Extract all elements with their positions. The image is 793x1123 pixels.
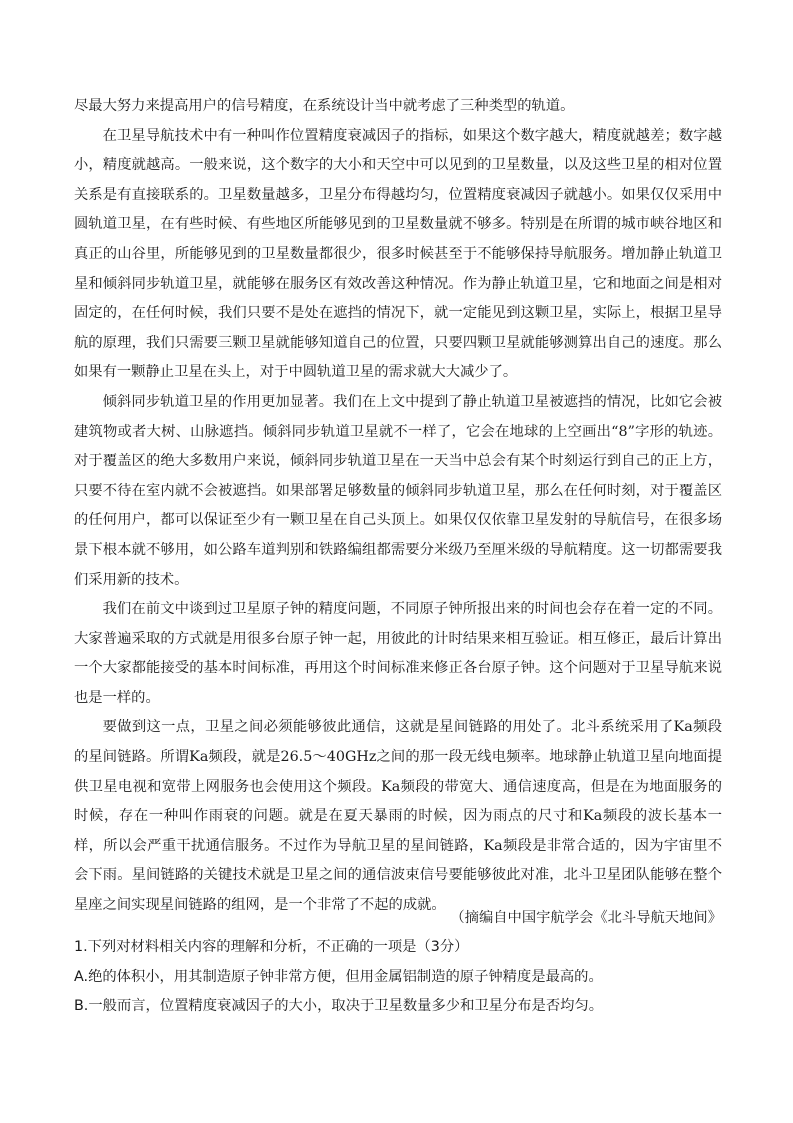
question-1-stem: 1.下列对材料相关内容的理解和分析，不正确的一项是（3分） (74, 939, 469, 955)
paragraph-pdop: 在卫星导航技术中有一种叫作位置精度衰减因子的指标，如果这个数字越大，精度就越差；数字越小，精度就越高。一般来说，这个数字的大小和天空中可以见到的卫星数量，以及这些卫星的相对位置关系是有直接联系的。卫星数量越多，卫星分布得越均匀，位置精度衰减因子就越小。如果仅仅采用中圆轨道卫星，在有些时候、有些地区所能够见到的卫星数量就不够多。特别是在所谓的城市峡谷地区和真正的山谷里，所能够见到的卫星数量都很少，很多时候甚至于不能够保持导航服务。增加静止轨道卫星和倾斜同步轨道卫星，就能够在服务区有效改善这种情况。作为静止轨道卫星，它和地面之间是相对固定的，在任何时候，我们只要不是处在遮挡的情况下，就一定能见到这颗卫星，实际上，根据卫星导航的原理，我们只需要三颗卫星就能够知道自己的位置，只要四颗卫星就能够测算出自己的速度。那么如果有一颗静止卫星在头上，对于中圆轨道卫星的需求就大大减少了。 (74, 127, 722, 381)
paragraph-inter-satellite-link: 要做到这一点，卫星之间必须能够彼此通信，这就是星间链路的用处了。北斗系统采用了Ka频段的星间链路。所谓Ka频段，就是26.5～40GHz之间的那一段无线电频率。地球静止轨道卫星向地面提供卫星电视和宽带上网服务也会使用这个频段。Ka频段的带宽大、通信速度高，但是在为地面服务的时候，存在一种叫作雨衰的问题。就是在夏天暴雨的时候，因为雨点的尺寸和Ka频段的波长基本一样，所以会严重干扰通信服务。不过作为导航卫星的星间链路，Ka频段是非常合适的，因为宇宙里不会下雨。星间链路的关键技术就是卫星之间的通信波束信号要能够彼此对准，北斗卫星团队能够在整个星座之间实现星间链路的组网，是一个非常了不起的成就。 (74, 719, 722, 914)
article-source: （摘编自中国宇航学会《北斗导航天地间》 (450, 910, 722, 926)
question-1-option-a: A.绝的体积小，用其制造原子钟非常方便，但用金属铝制造的原子钟精度是最高的。 (74, 968, 603, 985)
article-body (74, 92, 722, 921)
question-1-option-b: B.一般而言，位置精度衰减因子的大小，取决于卫星数量多少和卫星分布是否均匀。 (74, 998, 604, 1015)
paragraph-atomic-clock: 我们在前文中谈到过卫星原子钟的精度问题，不同原子钟所报出来的时间也会存在着一定的不同。大家普遍采取的方式就是用很多台原子钟一起，用彼此的计时结果来相互验证。相互修正，最后计算出一个大家都能接受的基本时间标准，再用这个时间标准来修正各台原子钟。这个问题对于卫星导航来说也是一样的。 (74, 601, 722, 706)
question-block (74, 933, 722, 1022)
paragraph-continuation: 尽最大努力来提高用户的信号精度，在系统设计当中就考虑了三种类型的轨道。 (74, 98, 575, 114)
paragraph-igso: 倾斜同步轨道卫星的作用更加显著。我们在上文中提到了静止轨道卫星被遮挡的情况，比如它会被建筑物或者大树、山脉遮挡。倾斜同步轨道卫星就不一样了，它会在地球的上空画出“8”字形的轨迹。对于覆盖区的绝大多数用户来说，倾斜同步轨道卫星在一天当中总会有某个时刻运行到自己的正上方，只要不待在室内就不会被遮挡。如果部署足够数量的倾斜同步轨道卫星，那么在任何时刻，对于覆盖区的任何用户，都可以保证至少有一颗卫星在自己头顶上。如果仅仅依靠卫星发射的导航信号，在很多场景下根本就不够用，如公路车道判别和铁路编组都需要分米级乃至厘米级的导航精度。这一切都需要我们采用新的技术。 (74, 393, 722, 588)
